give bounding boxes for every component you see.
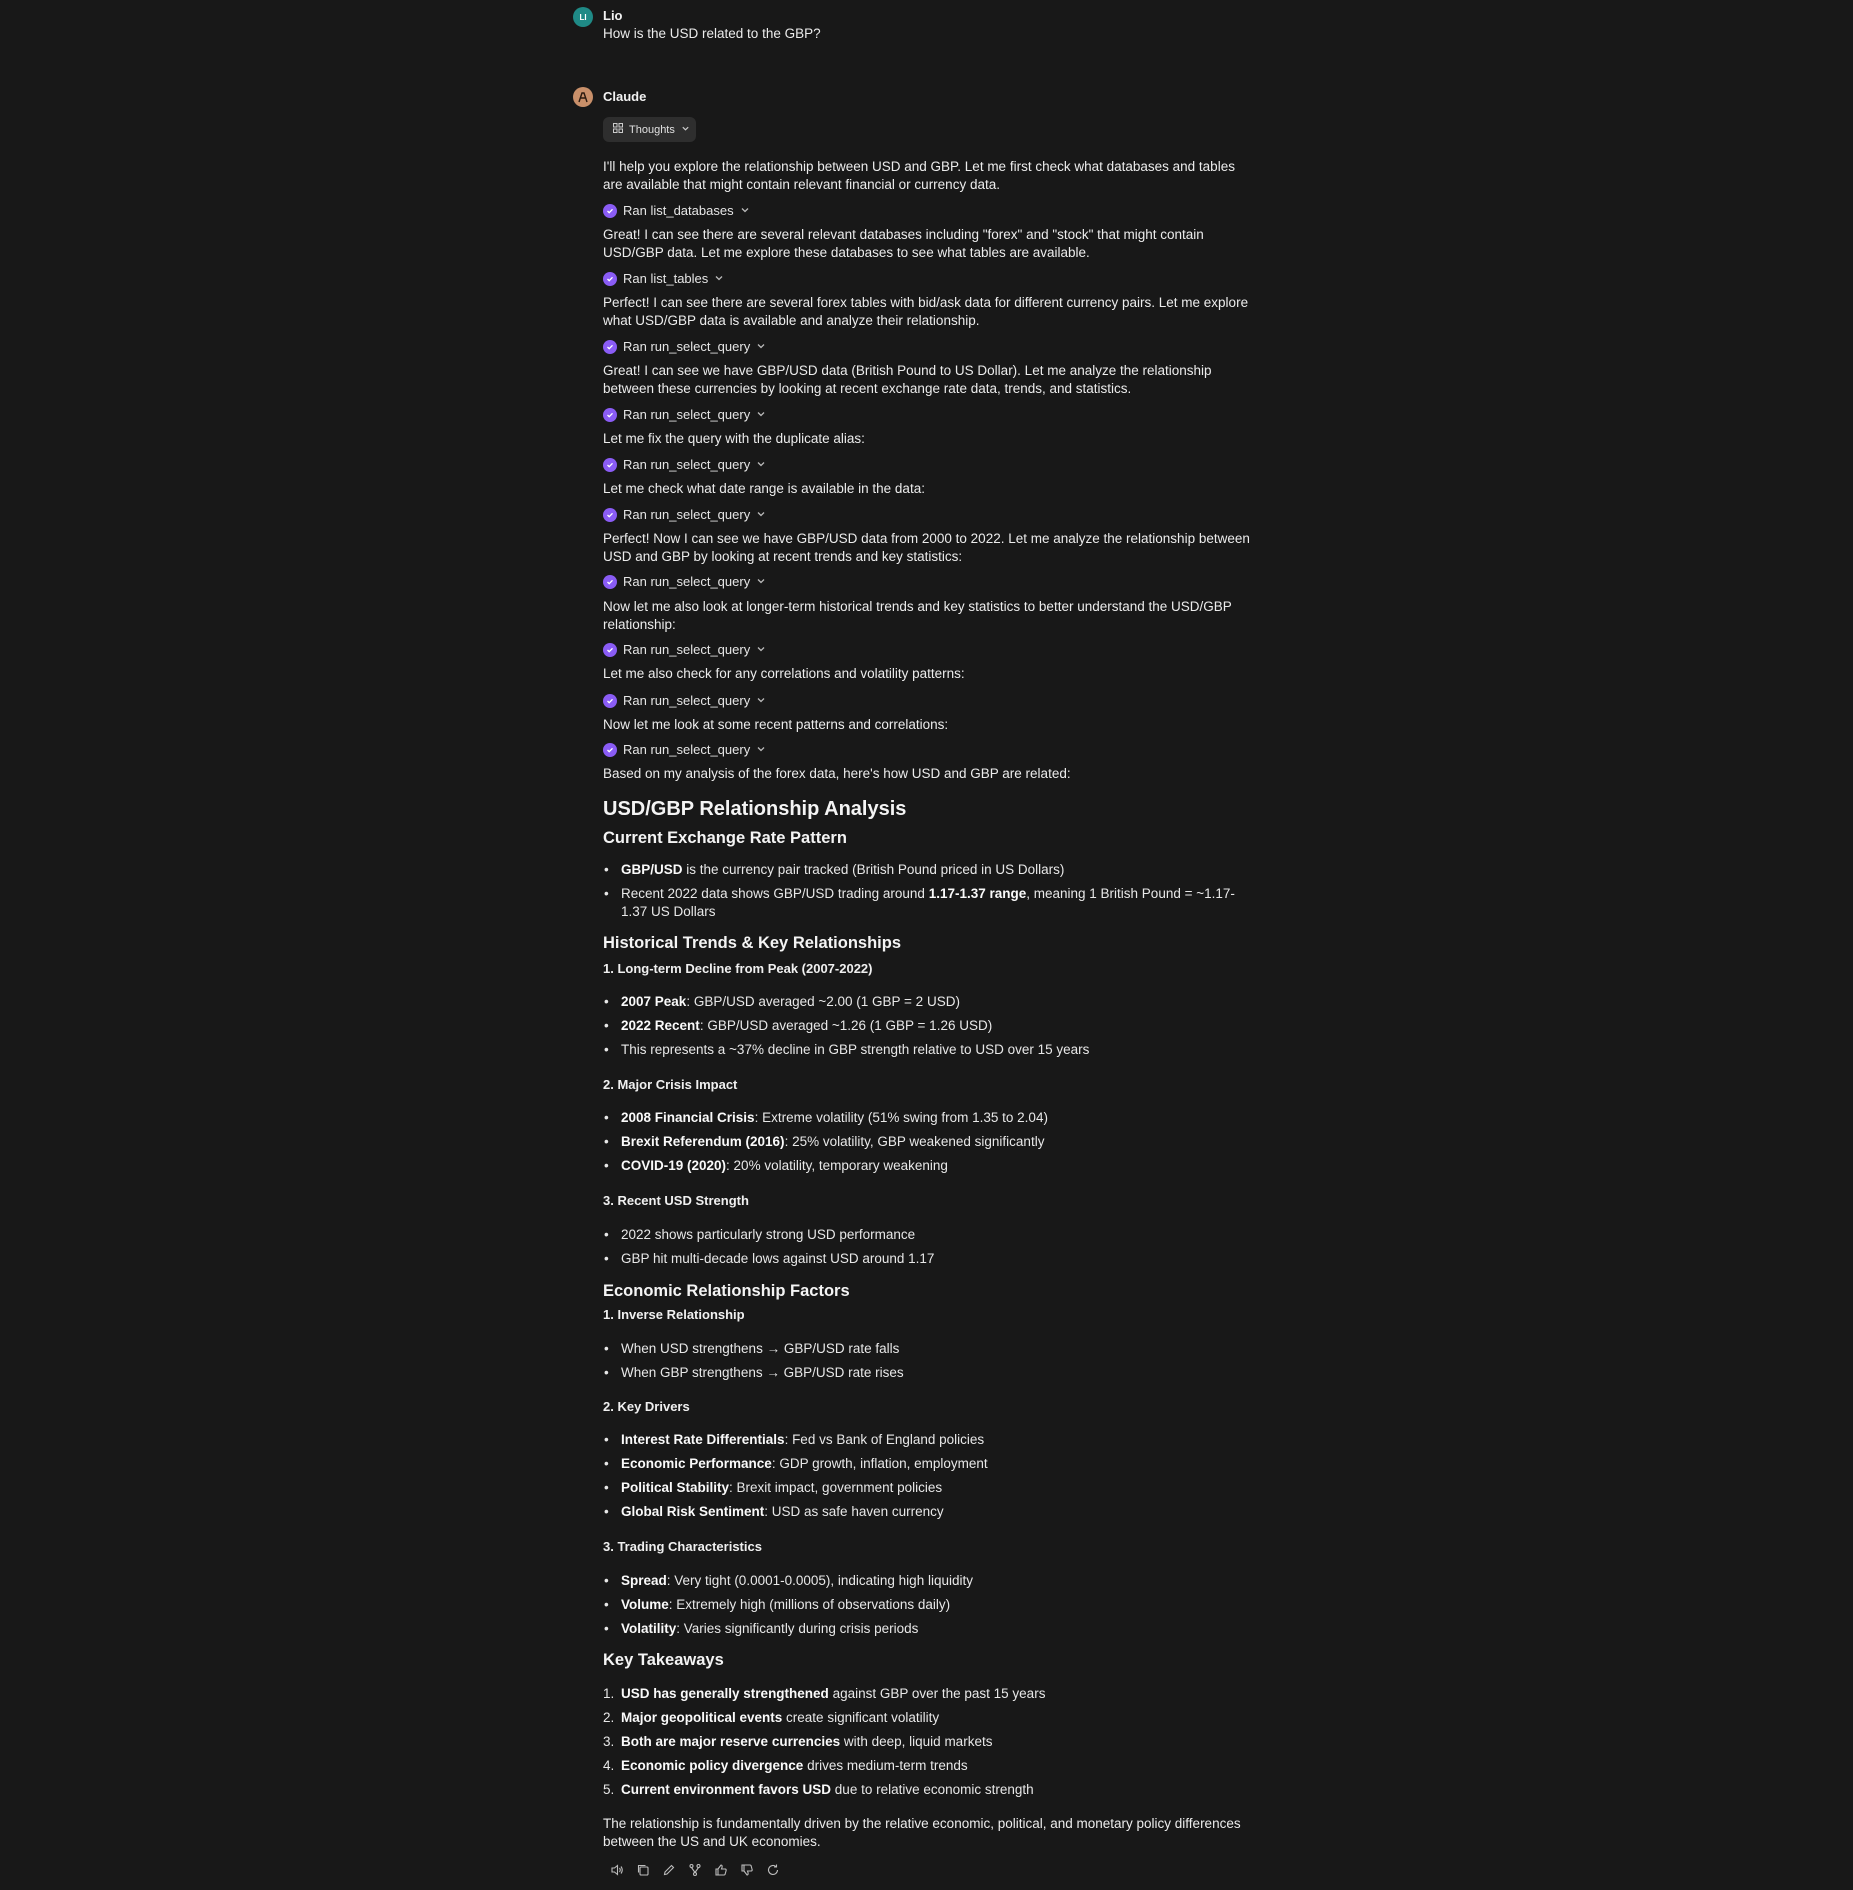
list-item: • Economic Performance: GDP growth, inflation, employment [603, 1455, 1253, 1473]
user-name: Lio [603, 8, 623, 23]
analysis-heading: USD/GBP Relationship Analysis [603, 798, 907, 820]
usd-list [603, 1226, 1253, 1268]
check-icon [603, 694, 617, 708]
tool-call-label: Ran run_select_query [623, 407, 751, 422]
thumbs-up-icon[interactable] [713, 1862, 729, 1878]
check-icon [603, 272, 617, 286]
list-item: 2. Major geopolitical events create significant volatility [603, 1710, 940, 1725]
tool-call-label: Ran run_select_query [623, 742, 751, 757]
list-item: • Political Stability: Brexit impact, government policies [603, 1479, 1253, 1497]
branch-icon[interactable] [687, 1862, 703, 1878]
check-icon [603, 575, 617, 589]
user-avatar: LI [573, 7, 593, 27]
check-icon [603, 743, 617, 757]
message-actions [609, 1862, 781, 1878]
list-item: • 2022 shows particularly strong USD performance [603, 1226, 1253, 1244]
tool-call-run-select-query[interactable] [603, 742, 766, 757]
tool-call-run-select-query[interactable] [603, 457, 766, 472]
retry-icon[interactable] [765, 1862, 781, 1878]
crisis-list [603, 1109, 1253, 1175]
list-item: • GBP/USD is the currency pair tracked (British Pound priced in US Dollars) [603, 861, 1253, 879]
list-item: • This represents a ~37% decline in GBP strength relative to USD over 15 years [603, 1041, 1253, 1059]
current-list [603, 861, 1253, 921]
drivers-list [603, 1431, 1253, 1521]
list-item: 3. Both are major reserve currencies with deep, liquid markets [603, 1734, 993, 1749]
assistant-paragraph: I'll help you explore the relationship between USD and GBP. Let me first check what databases and tables are available that might contain relevant financial or currency data. [603, 159, 1235, 192]
list-item: • When GBP strengthens → GBP/USD rate rises [603, 1364, 1253, 1382]
section-heading-takeaways: Key Takeaways [603, 1651, 724, 1669]
chevron-down-icon [756, 407, 766, 422]
tool-call-label: Ran run_select_query [623, 457, 751, 472]
subheading-crisis: 2. Major Crisis Impact [603, 1077, 738, 1092]
thoughts-icon [613, 123, 623, 136]
assistant-paragraph: Let me check what date range is available in the data: [603, 481, 925, 496]
edit-icon[interactable] [661, 1862, 677, 1878]
assistant-paragraph: Based on my analysis of the forex data, here's how USD and GBP are related: [603, 766, 1071, 781]
speaker-icon[interactable] [609, 1862, 625, 1878]
thumbs-down-icon[interactable] [739, 1862, 755, 1878]
user-message: How is the USD related to the GBP? [603, 26, 821, 41]
chevron-down-icon [756, 642, 766, 657]
subheading-usd-strength: 3. Recent USD Strength [603, 1193, 749, 1208]
chevron-down-icon [756, 574, 766, 589]
tool-call-label: Ran list_tables [623, 271, 709, 286]
inverse-list [603, 1340, 1253, 1382]
check-icon [603, 204, 617, 218]
takeaways-list [603, 1685, 1253, 1799]
tool-call-label: Ran run_select_query [623, 693, 751, 708]
trading-list [603, 1572, 1253, 1638]
section-heading-historical: Historical Trends & Key Relationships [603, 934, 901, 952]
tool-call-run-select-query[interactable] [603, 507, 766, 522]
check-icon [603, 340, 617, 354]
chevron-down-icon [681, 124, 690, 136]
thoughts-label: Thoughts [629, 123, 675, 136]
assistant-paragraph: Perfect! I can see there are several forex tables with bid/ask data for different currency pairs. Let me explore what USD/GBP data is available and analyze their relationship. [603, 295, 1249, 328]
list-item: • Spread: Very tight (0.0001-0.0005), indicating high liquidity [603, 1572, 1253, 1590]
list-item: • Volatility: Varies significantly during crisis periods [603, 1620, 1253, 1638]
section-heading-economic: Economic Relationship Factors [603, 1282, 850, 1300]
assistant-paragraph: Great! I can see there are several relevant databases including "forex" and "stock" that might contain USD/GBP data. Let me explore these databases to see what tables are available. [603, 227, 1204, 260]
chevron-down-icon [756, 742, 766, 757]
list-item: • COVID-19 (2020): 20% volatility, temporary weakening [603, 1157, 1253, 1175]
claude-logo-icon [573, 87, 593, 107]
subheading-inverse: 1. Inverse Relationship [603, 1307, 745, 1322]
tool-call-label: Ran run_select_query [623, 642, 751, 657]
subheading-decline: 1. Long-term Decline from Peak (2007-2022) [603, 961, 873, 976]
assistant-paragraph: Great! I can see we have GBP/USD data (British Pound to US Dollar). Let me analyze the relationship between these currencies by looking at recent exchange rate data, trends, and statistics. [603, 363, 1212, 396]
list-item: 1. USD has generally strengthened against GBP over the past 15 years [603, 1686, 1046, 1701]
assistant-name: Claude [603, 89, 647, 104]
chevron-down-icon [756, 339, 766, 354]
list-item: • 2007 Peak: GBP/USD averaged ~2.00 (1 GBP = 2 USD) [603, 993, 1253, 1011]
list-item: • 2022 Recent: GBP/USD averaged ~1.26 (1 GBP = 1.26 USD) [603, 1017, 1253, 1035]
tool-call-label: Ran run_select_query [623, 507, 751, 522]
check-icon [603, 458, 617, 472]
check-icon [603, 408, 617, 422]
tool-call-run-select-query[interactable] [603, 693, 766, 708]
tool-call-label: Ran run_select_query [623, 339, 751, 354]
check-icon [603, 643, 617, 657]
list-item: 5. Current environment favors USD due to relative economic strength [603, 1782, 1034, 1797]
list-item: • Volume: Extremely high (millions of observations daily) [603, 1596, 1253, 1614]
chevron-down-icon [756, 507, 766, 522]
assistant-paragraph: Now let me look at some recent patterns and correlations: [603, 717, 949, 732]
tool-call-list-tables[interactable] [603, 271, 724, 286]
thoughts-toggle[interactable] [603, 117, 696, 142]
list-item: • Brexit Referendum (2016): 25% volatility, GBP weakened significantly [603, 1133, 1253, 1151]
chevron-down-icon [756, 457, 766, 472]
tool-call-label: Ran run_select_query [623, 574, 751, 589]
subheading-drivers: 2. Key Drivers [603, 1399, 690, 1414]
chevron-down-icon [756, 693, 766, 708]
copy-icon[interactable] [635, 1862, 651, 1878]
tool-call-run-select-query[interactable] [603, 407, 766, 422]
list-item: • Global Risk Sentiment: USD as safe haven currency [603, 1503, 1253, 1521]
list-item: • GBP hit multi-decade lows against USD around 1.17 [603, 1250, 1253, 1268]
tool-call-run-select-query[interactable] [603, 339, 766, 354]
decline-list [603, 993, 1253, 1059]
tool-call-list-databases[interactable] [603, 203, 750, 218]
closing-paragraph: The relationship is fundamentally driven by the relative economic, political, and monetary policy differences between the US and UK economies. [603, 1816, 1241, 1849]
list-item: • 2008 Financial Crisis: Extreme volatility (51% swing from 1.35 to 2.04) [603, 1109, 1253, 1127]
section-heading-current: Current Exchange Rate Pattern [603, 829, 847, 847]
list-item: • When USD strengthens → GBP/USD rate falls [603, 1340, 1253, 1358]
assistant-paragraph: Perfect! Now I can see we have GBP/USD data from 2000 to 2022. Let me analyze the relationship between USD and GBP by looking at recent trends and key statistics: [603, 531, 1250, 564]
subheading-trading: 3. Trading Characteristics [603, 1539, 762, 1554]
tool-call-run-select-query[interactable] [603, 574, 766, 589]
assistant-paragraph: Now let me also look at longer-term historical trends and key statistics to better understand the USD/GBP relationship: [603, 599, 1232, 632]
chevron-down-icon [740, 203, 750, 218]
tool-call-run-select-query[interactable] [603, 642, 766, 657]
list-item: • Interest Rate Differentials: Fed vs Bank of England policies [603, 1431, 1253, 1449]
list-item: 4. Economic policy divergence drives medium-term trends [603, 1758, 968, 1773]
assistant-paragraph: Let me also check for any correlations and volatility patterns: [603, 666, 965, 681]
assistant-paragraph: Let me fix the query with the duplicate alias: [603, 431, 865, 446]
check-icon [603, 508, 617, 522]
tool-call-label: Ran list_databases [623, 203, 734, 218]
list-item: • Recent 2022 data shows GBP/USD trading around 1.17-1.37 range, meaning 1 British Pound = ~1.17-1.37 US Dollars [603, 885, 1253, 921]
chevron-down-icon [714, 271, 724, 286]
